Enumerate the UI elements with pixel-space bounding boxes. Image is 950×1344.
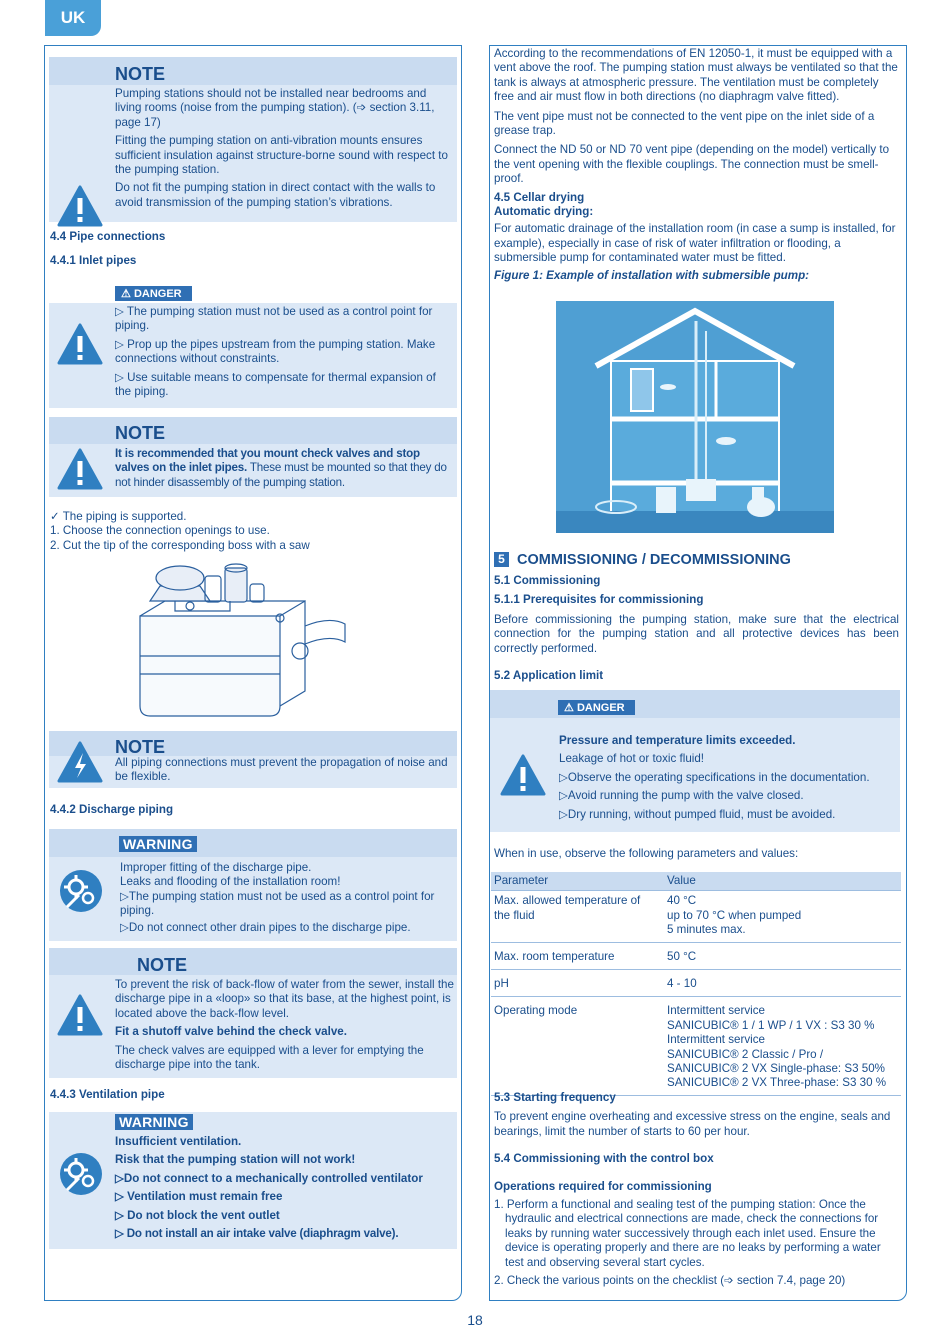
warning-triangle-icon bbox=[57, 323, 103, 365]
figure-caption: Figure 1: Example of installation with submersible pump: bbox=[494, 268, 810, 282]
step-check: ✓ The piping is supported. bbox=[50, 510, 187, 523]
danger-item: ▷ Prop up the pipes upstream from the pumping station. Make connections without constraints. bbox=[115, 337, 436, 366]
note-text: To prevent the risk of back-flow of water from the sewer, install the discharge pipe in a «loop» so that its base, at the highest point, is located above the back-flow level. bbox=[115, 978, 454, 1020]
table-cell: Max. room temperature bbox=[491, 942, 664, 969]
table-cell: Max. allowed temperature of the fluid bbox=[491, 891, 664, 942]
warning-triangle-icon: ⚠ bbox=[564, 702, 574, 714]
warning-text: Risk that the pumping station will not work! bbox=[115, 1153, 356, 1167]
body-text: Connect the ND 50 or ND 70 vent pipe (depending on the model) vertically to the vent opening with the flexible couplings. The connection must be smell-proof. bbox=[494, 143, 890, 186]
table-cell: 4 - 10 bbox=[664, 970, 901, 997]
table-header-cell: Parameter bbox=[491, 872, 664, 891]
warning-label: WARNING bbox=[119, 836, 197, 852]
body-text: When in use, observe the following parameters and values: bbox=[494, 847, 799, 860]
section-heading: 4.4 Pipe connections bbox=[50, 230, 166, 243]
danger-label: ⚠ DANGER bbox=[558, 700, 635, 715]
note-text: Fit a shutoff valve behind the check valve. bbox=[115, 1025, 347, 1039]
body-text: The vent pipe must not be connected to the vent pipe on the inlet side of a grease trap. bbox=[494, 109, 875, 138]
warning-box bbox=[49, 829, 457, 941]
electrical-hazard-icon bbox=[57, 741, 103, 783]
body-text: Before commissioning the pumping station, make sure that the electrical connection for the pumping station and all protective devices has been correctly performed. bbox=[494, 612, 899, 655]
note-box bbox=[49, 417, 457, 497]
note-box bbox=[49, 948, 457, 1078]
section-heading: 5.2 Application limit bbox=[494, 669, 604, 683]
danger-text: ▷Observe the operating specifications in the documentation. bbox=[559, 770, 870, 784]
warning-label: WARNING bbox=[115, 1114, 193, 1130]
note-title: NOTE bbox=[115, 423, 166, 443]
ordered-item: 1. Perform a functional and sealing test of the pumping station: Once the hydraulic and electrical connections are made, check the connections for leaks by running water successively through each inlet used. Ensure the device is operating properly and there are no leaks by performing a water test and observing several start cycles. bbox=[494, 1198, 881, 1269]
warning-triangle-icon bbox=[57, 448, 103, 490]
pumping-station-illustration bbox=[130, 556, 370, 722]
table-cell: Operating mode bbox=[491, 997, 664, 1095]
page-number: 18 bbox=[467, 1312, 483, 1328]
body-text: For automatic drainage of the installation room (in case a sump is installed, for example), especially in case of risk of water infiltration or flooding, a submersible pump for contaminated water must be fitted. bbox=[494, 222, 896, 265]
note-text: It is recommended that you mount check valves and stop valves on the inlet pipes. These must be mounted so that they do not hinder disassembly of the pumping station. bbox=[115, 447, 447, 489]
section-heading: 5.1.1 Prerequisites for commissioning bbox=[494, 593, 704, 607]
note-text: Pumping stations should not be installed near bedrooms and living rooms (noise from the pumping station). (➩ section 3.11, page 17) bbox=[115, 87, 435, 129]
warning-box bbox=[49, 1112, 457, 1249]
danger-box bbox=[49, 281, 457, 408]
note-text: Do not fit the pumping station in direct contact with the walls to avoid transmission of the pumping station’s vibrations. bbox=[115, 181, 436, 209]
table-row bbox=[491, 891, 901, 942]
danger-text: ▷Dry running, without pumped fluid, must be avoided. bbox=[559, 807, 836, 821]
section-heading: 4.4.3 Ventilation pipe bbox=[50, 1088, 165, 1101]
table-row bbox=[491, 970, 901, 997]
danger-item: ▷ The pumping station must not be used as a control point for piping. bbox=[115, 305, 433, 333]
warning-text: ▷ Do not block the vent outlet bbox=[115, 1208, 280, 1222]
table-cell: Intermittent service SANICUBIC® 1 / 1 WP / 1 VX : S3 30 % Intermittent service SANICUBIC® 2 Classic / Pro / SANICUBIC® 2 VX Single-phase: S3 50% SANICUBIC® 2 VX Three-phase: S3 30 % bbox=[664, 997, 901, 1095]
language-tag: UK bbox=[45, 0, 101, 36]
danger-label: ⚠ DANGER bbox=[115, 286, 192, 301]
ordered-item: 2. Check the various points on the checklist (➩ section 7.4, page 20) bbox=[494, 1274, 846, 1288]
body-text: To prevent engine overheating and excessive stress on the engine, seals and bearings, limit the number of starts to 60 per hour. bbox=[494, 1110, 891, 1138]
note-title: NOTE bbox=[115, 64, 166, 84]
section-heading: 4.4.1 Inlet pipes bbox=[50, 254, 137, 267]
warning-text: Insufficient ventilation. bbox=[115, 1135, 242, 1148]
table-header-cell: Value bbox=[664, 872, 901, 891]
warning-text: ▷Do not connect to a mechanically controlled ventilator bbox=[115, 1171, 423, 1185]
danger-item: ▷ Use suitable means to compensate for thermal expansion of the piping. bbox=[115, 370, 436, 399]
warning-triangle-icon bbox=[57, 185, 103, 227]
parameters-table bbox=[491, 872, 901, 1096]
gear-maintenance-icon bbox=[59, 1152, 103, 1196]
section-subheading: Operations required for commissioning bbox=[494, 1179, 712, 1193]
section-subheading: Automatic drying: bbox=[494, 205, 594, 219]
step-item: 2. Cut the tip of the corresponding boss with a saw bbox=[50, 538, 310, 552]
table-cell: 50 °C bbox=[664, 942, 901, 969]
section-heading: 5.3 Starting frequency bbox=[494, 1091, 616, 1104]
danger-text: Pressure and temperature limits exceeded. bbox=[559, 734, 796, 747]
danger-text: Leakage of hot or toxic fluid! bbox=[559, 752, 705, 766]
warning-text: ▷ Do not install an air intake valve (diaphragm valve). bbox=[115, 1227, 399, 1241]
warning-text: ▷Do not connect other drain pipes to the discharge pipe. bbox=[120, 920, 411, 934]
warning-triangle-icon: ⚠ bbox=[121, 288, 131, 300]
body-text: According to the recommendations of EN 12050-1, it must be equipped with a vent above the roof. The pumping station must always be ventilated so that the tank is always at atmospheric pressure. The ventilation must be completely free and air must flow in both directions (no diaphragm valve fitted). bbox=[494, 47, 898, 104]
note-text: Fitting the pumping station on anti-vibration mounts ensures sufficient insulation against structure-borne sound with respect to the pumping station. bbox=[115, 134, 448, 177]
warning-triangle-icon bbox=[500, 754, 546, 796]
gear-maintenance-icon bbox=[59, 869, 103, 913]
note-title: NOTE bbox=[115, 737, 166, 757]
table-cell: 40 °C up to 70 °C when pumped 5 minutes max. bbox=[664, 891, 901, 942]
section-heading: 4.5 Cellar drying bbox=[494, 190, 585, 204]
chapter-heading: 5 COMMISSIONING / DECOMMISSIONING bbox=[494, 552, 904, 568]
table-row bbox=[491, 942, 901, 969]
warning-text: ▷The pumping station must not be used as a control point for piping. bbox=[120, 889, 435, 918]
note-title: NOTE bbox=[137, 955, 188, 975]
note-box bbox=[49, 57, 457, 222]
section-heading: 4.4.2 Discharge piping bbox=[50, 803, 174, 816]
section-heading: 5.4 Commissioning with the control box bbox=[494, 1152, 714, 1166]
installation-figure bbox=[556, 301, 834, 533]
warning-text: Improper fitting of the discharge pipe. bbox=[120, 861, 312, 874]
danger-text: ▷Avoid running the pump with the valve closed. bbox=[559, 789, 804, 803]
step-item: 1. Choose the connection openings to use. bbox=[50, 524, 270, 538]
note-box bbox=[49, 731, 457, 788]
danger-box bbox=[490, 690, 900, 832]
warning-text: ▷ Ventilation must remain free bbox=[115, 1190, 283, 1204]
note-text: All piping connections must prevent the propagation of noise and be flexible. bbox=[115, 756, 448, 784]
note-text: The check valves are equipped with a lever for emptying the discharge pipe into the tank. bbox=[115, 1043, 424, 1072]
table-row bbox=[491, 997, 901, 1095]
section-heading: 5.1 Commissioning bbox=[494, 574, 601, 587]
table-header-row bbox=[491, 872, 901, 891]
table-cell: pH bbox=[491, 970, 664, 997]
warning-triangle-icon bbox=[57, 994, 103, 1036]
warning-text: Leaks and flooding of the installation room! bbox=[120, 875, 341, 889]
